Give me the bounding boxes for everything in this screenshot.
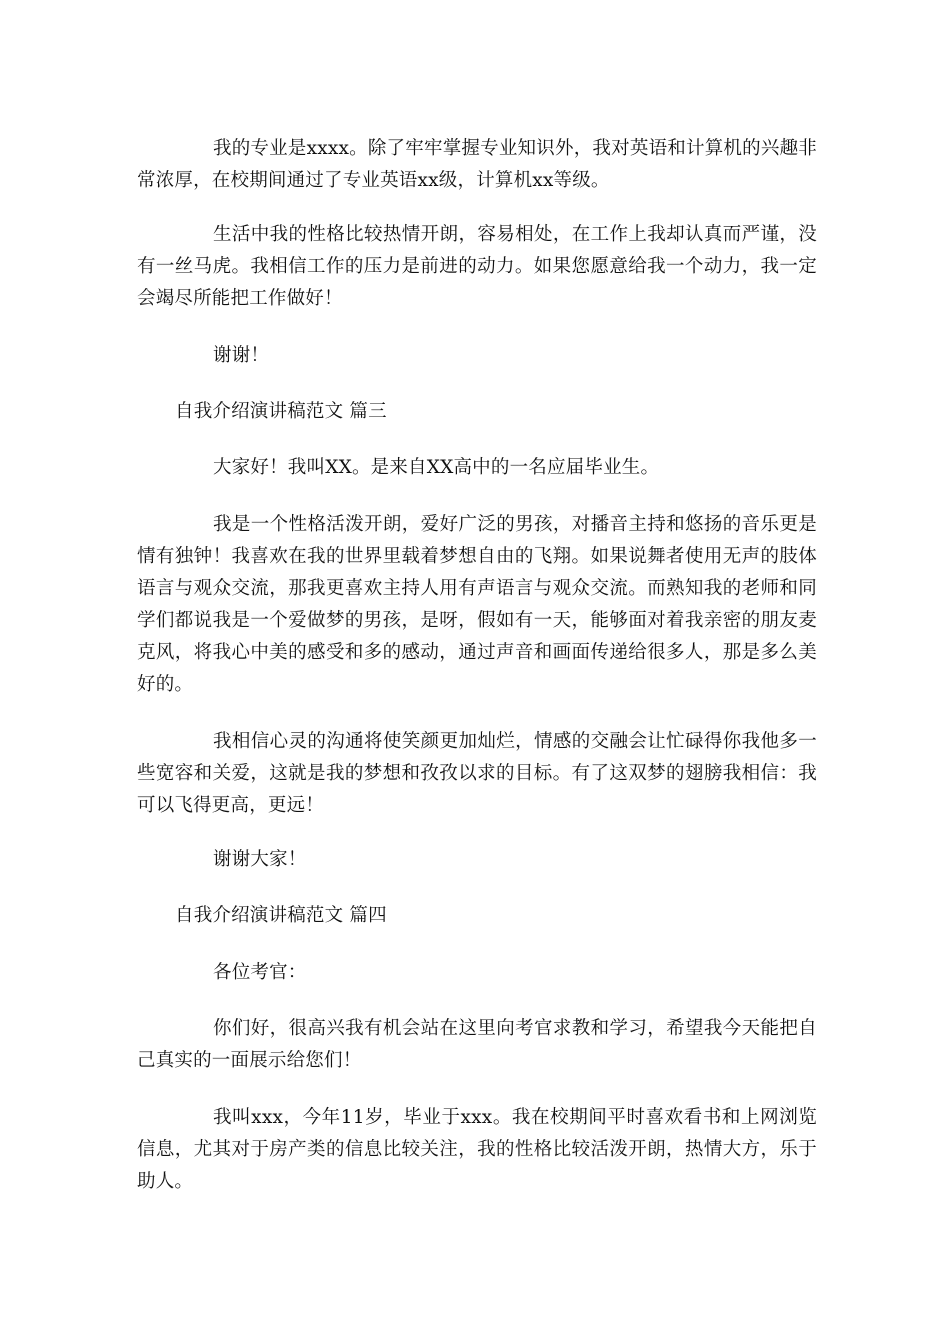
paragraph-text: 大家好！我叫XX。是来自XX高中的一名应届毕业生。 xyxy=(213,457,660,478)
paragraph-text: 生活中我的性格比较热情开朗，容易相处，在工作上我却认真而严谨，没有一丝马虎。我相信工作的压力是前进的动力。如果您愿意给我一个动力，我一定会竭尽所能把工作做好！ xyxy=(137,224,817,309)
section-heading-3 xyxy=(137,396,817,428)
paragraph-intro xyxy=(137,1102,817,1198)
paragraph-text: 我的专业是xxxx。除了牢牢掌握专业知识外，我对英语和计算机的兴趣非常浓厚，在校期间通过了专业英语xx级，计算机xx等级。 xyxy=(137,138,817,191)
paragraph-hello xyxy=(137,1013,817,1077)
paragraph-text: 我是一个性格活泼开朗，爱好广泛的男孩，对播音主持和悠扬的音乐更是情有独钟！我喜欢在我的世界里载着梦想自由的飞翔。如果说舞者使用无声的肢体语言与观众交流，那我更喜欢主持人用有声语言与观众交流。而熟知我的老师和同学们都说我是一个爱做梦的男孩，是呀，假如有一天，能够面对着我亲密的朋友麦克风，将我心中美的感受和多的感动，通过声音和画面传递给很多人，那是多么美好的。 xyxy=(137,514,817,695)
heading-text: 自我介绍演讲稿范文 篇三 xyxy=(175,401,387,422)
paragraph-thanks-1 xyxy=(137,340,817,372)
paragraph-text: 我相信心灵的沟通将使笑颜更加灿烂，情感的交融会让忙碌得你我他多一些宽容和关爱，这就是我的梦想和孜孜以求的目标。有了这双梦的翅膀我相信：我可以飞得更高，更远！ xyxy=(137,731,817,816)
paragraph-major xyxy=(137,133,817,197)
paragraph-text: 谢谢大家！ xyxy=(213,849,307,870)
paragraph-hobbies xyxy=(137,509,817,701)
paragraph-greeting-3 xyxy=(137,452,817,484)
paragraph-thanks-2 xyxy=(137,844,817,876)
paragraph-dream xyxy=(137,726,817,822)
heading-text: 自我介绍演讲稿范文 篇四 xyxy=(175,905,387,926)
paragraph-text: 各位考官： xyxy=(213,962,307,983)
paragraph-text: 你们好，很高兴我有机会站在这里向考官求教和学习，希望我今天能把自己真实的一面展示给您们！ xyxy=(137,1018,817,1071)
section-heading-4 xyxy=(137,900,817,932)
paragraph-personality xyxy=(137,219,817,315)
paragraph-text: 我叫xxx，今年11岁，毕业于xxx。我在校期间平时喜欢看书和上网浏览信息，尤其对于房产类的信息比较关注，我的性格比较活泼开朗，热情大方，乐于助人。 xyxy=(137,1107,817,1192)
paragraph-salutation xyxy=(137,957,817,989)
paragraph-text: 谢谢！ xyxy=(213,345,270,366)
